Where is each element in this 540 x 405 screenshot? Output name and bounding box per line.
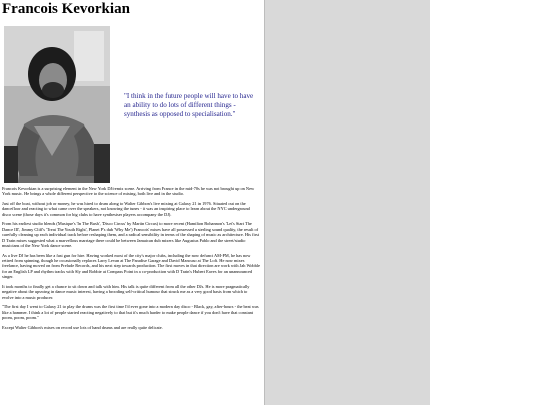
paragraph: "The first day I went to Galaxy 21 to play the drums was the first time I'd ever gone into a modern day disco - Black, gay, after-hours - the beat was like a hammer. I think a lot of people started reacting negatively to that but it's much harder to make people dance if you don't have that constant poom, poom, poom." <box>2 304 259 321</box>
portrait-photo <box>4 26 110 183</box>
paragraph: It took months to finally get a chance to sit down and talk with him. His talk is quite different from all the other DJs. He is more pragmatically negative about the upswing in dance music interest, having a brooding self-critical humour that struck me as a very good basis from which to evolve into a music producer. <box>2 283 250 300</box>
empty-frame-panel <box>264 0 430 405</box>
paragraph: Francois Kevorkian is a surprising element in the New York DJ/remix scene. Arriving from France in the mid-70s he was not brought up on New York music. He brings a whole different perspective to the science of mixing, both live and in the studio. <box>2 186 255 197</box>
article-body <box>2 186 260 334</box>
pull-quote: "I think in the future people will have to have an ability to do lots of different things - synthesis as opposed to specialisation." <box>124 92 254 119</box>
paragraph: Except Walter Gibbon's mixes on record use lots of hand drums and are really quite delicate. <box>2 324 163 330</box>
portrait-illustration <box>4 26 110 183</box>
article-frame <box>0 0 264 405</box>
paragraph: As a live DJ he has been like a fast gun for hire. Having worked most of the city's major clubs, including the now defunct AM-PM, he has now retired from spinning, though he occasionally replaces Larry Levan at The Paradise Garage and David Mancuso at The Loft. He now mixes freelance, having moved on from Prelude Records, and his next step towards production. The first moves in that direction are work with Jah Wobble for an English LP and rhythm tracks with Sly and Robbie at Compass Point in a co-production with D Train's Hubert Eaves for an unannounced singer. <box>2 252 260 280</box>
page-title: Francois Kevorkian <box>2 1 130 17</box>
paragraph: From his earliest studio blends (Musique's 'In The Bush', 'Disco Circus' by Martin Circus) to more recent (Hamilton Bohannon's 'Let's Start The Dance III', Jimmy Cliff's 'Treat The Youth Right', Planet P's dub 'Why Me') Francois' mixes have all possessed a sterling sound quality, the result of carefully cleaning up each individual track before reshaping them, and a radical sensibility in terms of the shaping of music as architecture. His first D Train mixes suggested what a marvellous marriage there could be between Jamaican dub mixers like Augustus Pablo and the street/studio musicians of the New York dance scene. <box>2 221 260 249</box>
blank-panel <box>430 0 540 405</box>
paragraph: Just off the boat, without job or money, he was hired to drum along to Walter Gibbon's live mixing at Galaxy 21 in 1976. Situated out on the dancefloor and reacting to what came over the speakers, not knowing the tunes - it was an inspiring place to learn about the NYC underground disco scene (those days it's common for big clubs to have synthesiser players accompany the DJ). <box>2 201 250 217</box>
